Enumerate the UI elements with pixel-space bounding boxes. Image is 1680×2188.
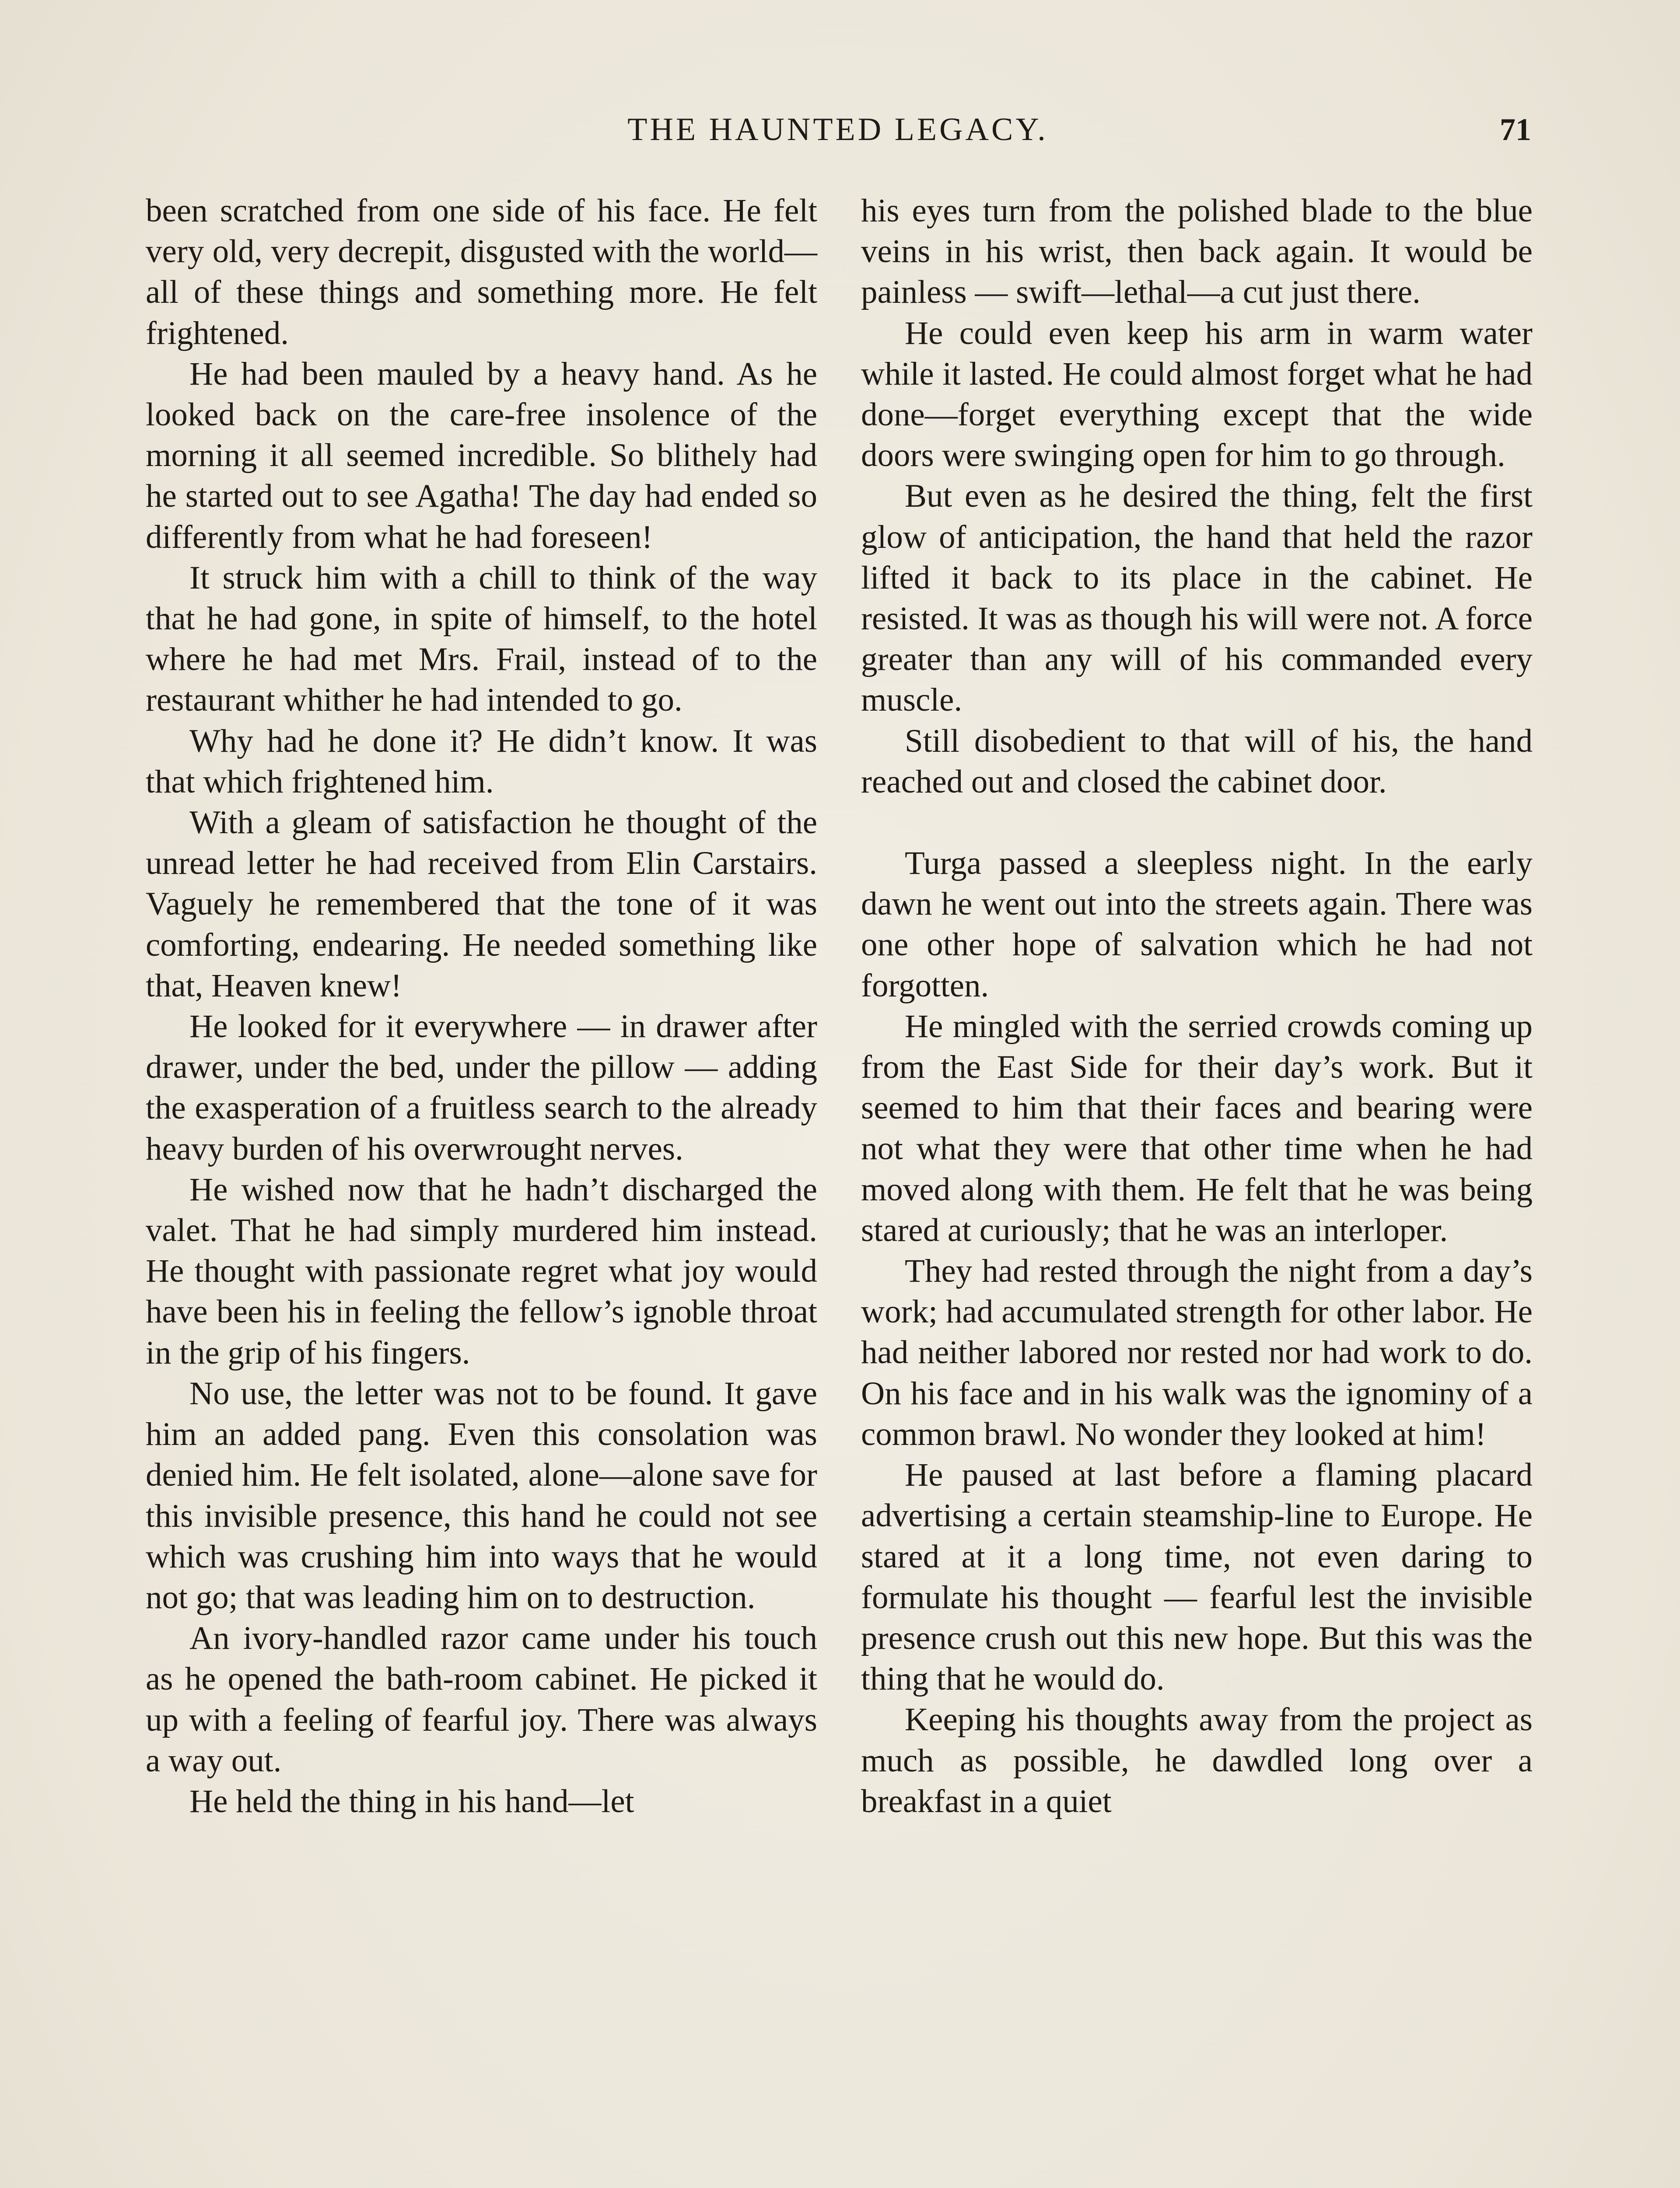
paragraph: He mingled with the serried crowds coming up from the East Side for their day’s work. But it seemed to him that their faces and bearing were not what they were that other time when he had moved along with them. He felt that he was being stared at curiously; that he was an interloper. [861, 1008, 1533, 1248]
paragraph: He wished now that he hadn’t discharged the valet. That he had simply murdered him instead. He thought with passionate regret what joy would have been his in feeling the fellow’s ignoble throat in the grip of his fingers. [146, 1171, 817, 1371]
paragraph: Keeping his thoughts away from the project as much as possible, he dawdled long over a breakfast in a quiet [861, 1701, 1533, 1820]
paragraph: But even as he desired the thing, felt the first glow of anticipation, the hand that held the razor lifted it back to its place in the cabinet. He resisted. It was as though his will were not. A force greater than any will of his commanded every muscle. [861, 478, 1533, 719]
paragraph: He looked for it everywhere — in drawer after drawer, under the bed, under the pillow — adding the exasperation of a fruitless search to the already heavy burden of his overwrought nerves. [146, 1008, 817, 1167]
running-title: THE HAUNTED LEGACY. [627, 112, 1048, 147]
paragraph: With a gleam of satisfaction he thought of the unread letter he had received from Elin Carstairs. Vaguely he remembered that the tone of it was comforting, endearing. He needed something like that, Heaven knew! [146, 804, 817, 1004]
paragraph: He could even keep his arm in warm water while it lasted. He could almost forget what he had done—forget everything except that the wide doors were swinging open for him to go through. [861, 315, 1533, 474]
paragraph: his eyes turn from the polished blade to the blue veins in his wrist, then back again. It would be painless — swift—lethal—a cut just there. [861, 193, 1533, 311]
paragraph: An ivory-handled razor came under his touch as he opened the bath-room cabinet. He picked it up with a feeling of fearful joy. There was always a way out. [146, 1620, 817, 1779]
paragraph: Still disobedient to that will of his, the hand reached out and closed the cabinet door. [861, 722, 1533, 800]
paragraph: He held the thing in his hand—let [189, 1783, 634, 1820]
paragraph: Turga passed a sleepless night. In the early dawn he went out into the streets again. There was one other hope of salvation which he had not forgotten. [861, 845, 1533, 1004]
paragraph: No use, the letter was not to be found. It gave him an added pang. Even this consolation was denied him. He felt isolated, alone—alone save for this invisible presence, this hand he could not see which was crushing him into ways that he would not go; that was leading him on to destruction. [146, 1375, 817, 1616]
right-text-column [861, 190, 1533, 1822]
paragraph: He had been mauled by a heavy hand. As he looked back on the care-free insolence of the morning it all seemed incredible. So blithely had he started out to see Agatha! The day had ended so differently from what he had foreseen! [146, 355, 817, 555]
paragraph: He paused at last before a flaming placard advertising a certain steamship-line to Europe. He stared at it a long time, not even daring to formulate his thought — fearful lest the invisible presence crush out this new hope. But this was the thing that he would do. [861, 1457, 1533, 1697]
paragraph: Why had he done it? He didn’t know. It was that which frightened him. [146, 722, 817, 800]
paragraph: It struck him with a chill to think of the way that he had gone, in spite of himself, to the hotel where he had met Mrs. Frail, instead of to the restaurant whither he had intended to go. [146, 559, 817, 719]
running-header [144, 103, 1531, 156]
page-number: 71 [1500, 112, 1531, 147]
paragraph: They had rested through the night from a day’s work; had accumulated strength for other labor. He had neither labored nor rested nor had work to do. On his face and in his walk was the ignominy of a common brawl. No wonder they looked at him! [861, 1253, 1533, 1452]
paragraph: been scratched from one side of his face. He felt very old, very decrepit, disgusted with the world—all of these things and something more. He felt frightened. [146, 193, 817, 351]
left-text-column [146, 190, 817, 1822]
